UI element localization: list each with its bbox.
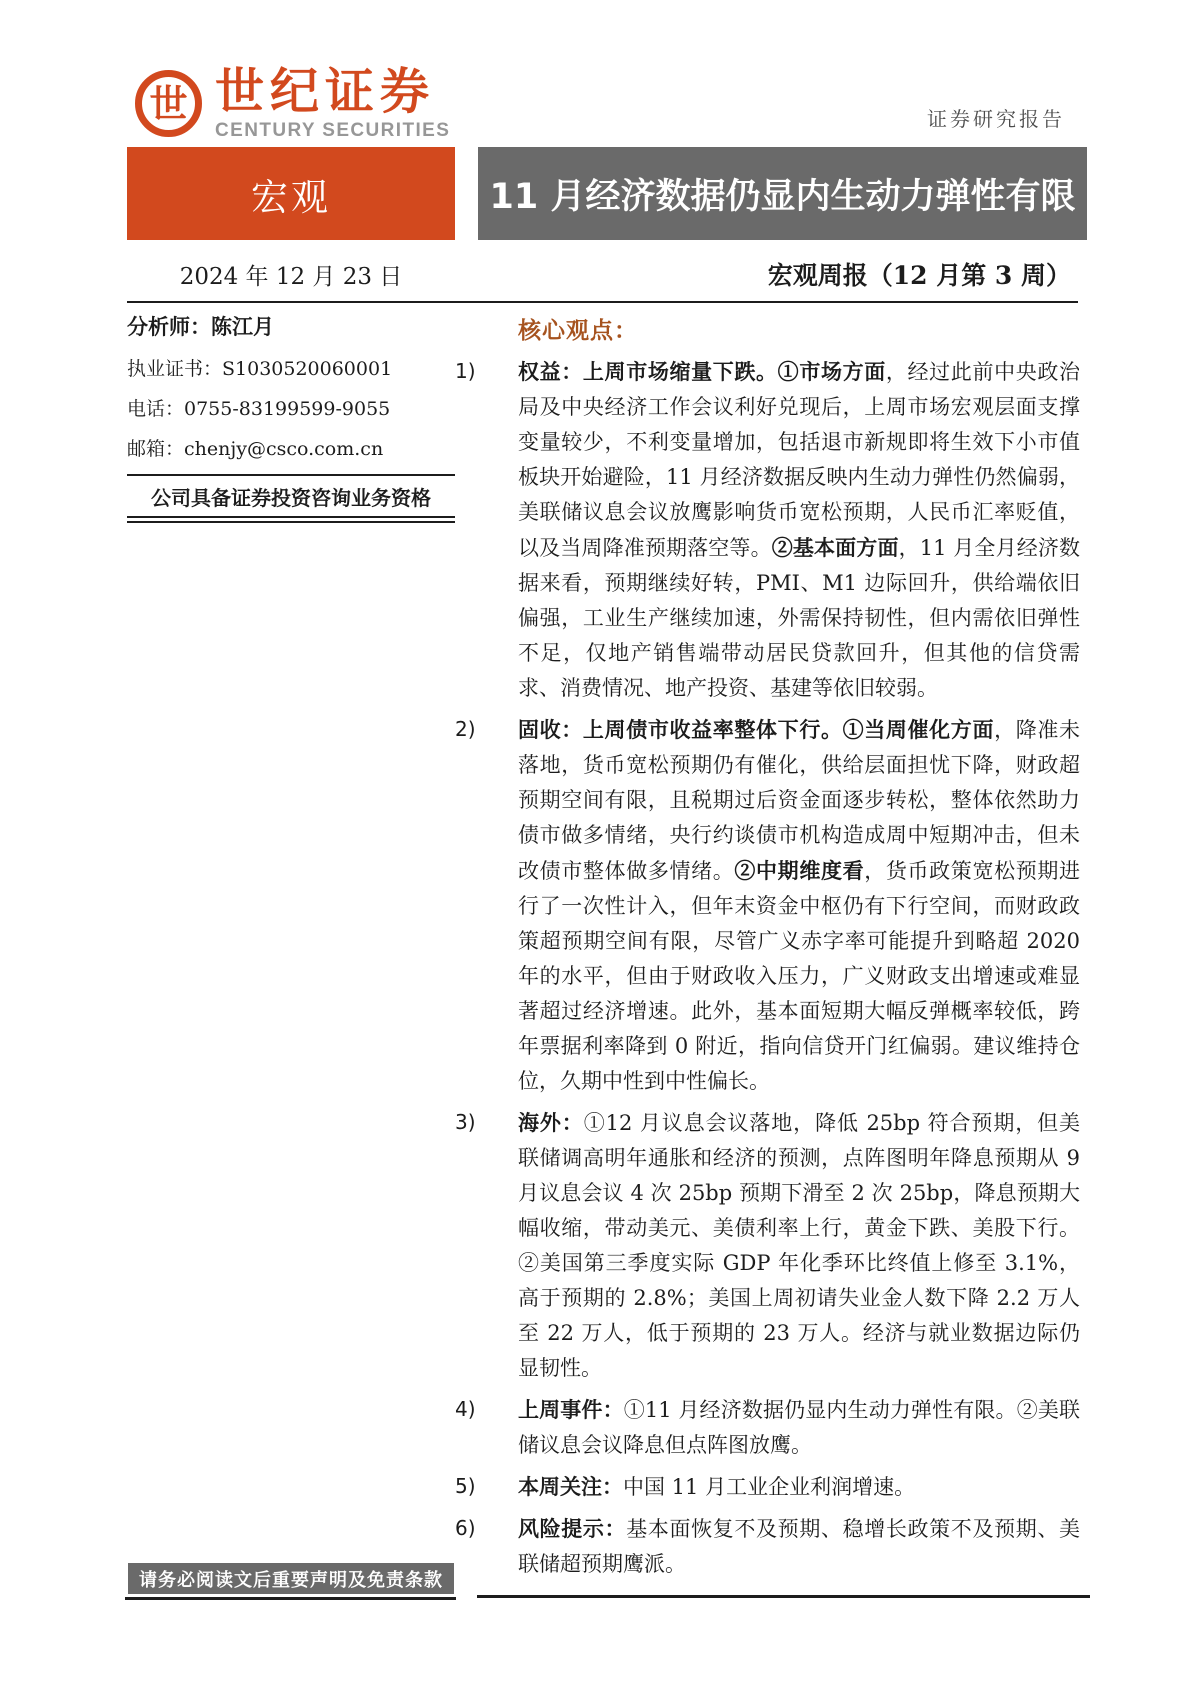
viewpoints-list xyxy=(455,354,1080,1582)
viewpoint-item xyxy=(455,1511,1080,1582)
footer-divider-right xyxy=(477,1595,1090,1598)
analyst-info xyxy=(127,311,455,523)
report-title: 11 月经济数据仍显内生动力弹性有限 xyxy=(478,147,1087,240)
viewpoint-segment: 上周事件： xyxy=(518,1397,624,1422)
viewpoint-number: 5) xyxy=(455,1474,476,1498)
viewpoint-number: 6) xyxy=(455,1516,476,1540)
viewpoint-segment: ①11 月经济数据仍显内生动力弹性有限。②美联储议息会议降息但点阵图放鹰。 xyxy=(518,1398,1080,1457)
viewpoint-item xyxy=(455,354,1080,706)
report-subtitle: 宏观周报（12 月第 3 周） xyxy=(767,261,1071,290)
viewpoint-item xyxy=(455,712,1080,1099)
century-securities-logo-icon xyxy=(135,70,202,137)
viewpoint-number: 1) xyxy=(455,359,476,383)
company-name-cn: 世纪证券 xyxy=(215,63,436,120)
viewpoint-segment: ，11 月全月经济数据来看，预期继续好转，PMI、M1 边际回升，供给端依旧偏强，工业生产继续加速，外需保持韧性，但内需依旧弹性不足，仅地产销售端带动居民贷款回升，但其他的信贷需求、消费情况、地产投资、基建等依旧较弱。 xyxy=(518,536,1081,700)
viewpoint-segment: 基本面恢复不及预期、稳增长政策不及预期、美联储超预期鹰派。 xyxy=(518,1517,1081,1576)
analyst-name: 分析师：陈江月 xyxy=(127,315,274,339)
viewpoint-segment: 海外： xyxy=(518,1110,584,1135)
report-date: 2024 年 12 月 23 日 xyxy=(179,264,403,290)
viewpoint-item xyxy=(455,1469,1080,1505)
viewpoint-segment: 权益：上周市场缩量下跌。①市场方面 xyxy=(518,359,886,384)
viewpoint-text xyxy=(518,1392,1080,1463)
viewpoint-segment: ，货币政策宽松预期进行了一次性计入，但年末资金中枢仍有下行空间，而财政政策超预期空间有限，尽管广义赤字率可能提升到略超 2020 年的水平，但由于财政收入压力，广义财政支出增速或难显著超过经济增速。此外，基本面短期大幅反弹概率较低，跨年票据利率降到 0 附近，指向信贷开门红偏弱。建议维持仓位，久期中性到中性偏长。 xyxy=(518,859,1081,1093)
viewpoint-segment: ②中期维度看 xyxy=(734,858,865,883)
viewpoint-segment: ，降准未落地，货币宽松预期仍有催化，供给层面担忧下降，财政超预期空间有限，且税期过后资金面逐步转松，整体依然助力债市做多情绪，央行约谈债市机构造成周中短期冲击，但未改债市整体做多情绪。 xyxy=(518,718,1080,883)
viewpoint-number: 3) xyxy=(455,1110,476,1134)
viewpoint-text xyxy=(518,1511,1080,1582)
disclaimer-banner: 请务必阅读文后重要声明及免责条款 xyxy=(128,1563,454,1594)
qualification-underline xyxy=(127,521,455,523)
company-name-en: CENTURY SECURITIES xyxy=(215,120,451,141)
viewpoint-text xyxy=(518,354,1080,706)
viewpoint-segment: ，经过此前中央政治局及中央经济工作会议利好兑现后，上周市场宏观层面支撑变量较少，不利变量增加，包括退市新规即将生效下小市值板块开始避险，11 月经济数据反映内生动力弹性仍然偏弱，美联储议息会议放鹰影响货币宽松预期，人民币汇率贬值，以及当周降准预期落空等。 xyxy=(518,360,1081,560)
viewpoint-segment: ②基本面方面 xyxy=(771,535,899,560)
viewpoint-segment: 中国 11 月工业企业利润增速。 xyxy=(623,1475,916,1499)
viewpoint-number: 4) xyxy=(455,1397,476,1421)
logo-text-block xyxy=(215,63,451,142)
category-banner: 宏观 xyxy=(127,147,455,240)
analyst-license: 执业证书：S1030520060001 xyxy=(127,358,393,380)
viewpoint-segment: ①12 月议息会议落地，降低 25bp 符合预期，但美联储调高明年通胀和经济的预测，点阵图明年降息预期从 9 月议息会议 4 次 25bp 预期下滑至 2 次 25bp，降息预期大幅收缩，带动美元、美债利率上行，黄金下跌、美股下行。②美国第三季度实际 GDP 年化季环比终值上修至 3.1%，高于预期的 2.8%；美国上周初请失业金人数下降 2.2 万人至 22 万人，低于预期的 23 万人。经济与就业数据边际仍显韧性。 xyxy=(518,1111,1081,1380)
header-divider xyxy=(127,301,1078,303)
company-logo xyxy=(135,63,451,142)
viewpoint-segment: 本周关注： xyxy=(518,1474,623,1499)
core-viewpoints-section xyxy=(455,312,1080,1588)
footer-divider-left xyxy=(125,1597,456,1600)
viewpoint-segment: 固收：上周债市收益率整体下行。①当周催化方面 xyxy=(518,717,995,742)
company-qualification: 公司具备证券投资咨询业务资格 xyxy=(127,474,455,518)
logo-glyph: 世 xyxy=(149,81,188,126)
viewpoint-item xyxy=(455,1392,1080,1463)
viewpoint-text xyxy=(518,712,1080,1099)
viewpoint-text xyxy=(518,1469,1080,1505)
report-type-label: 证券研究报告 xyxy=(927,107,1065,131)
analyst-phone: 电话：0755-83199599-9055 xyxy=(127,398,391,420)
analyst-email: 邮箱：chenjy@csco.com.cn xyxy=(127,438,384,460)
viewpoint-number: 2) xyxy=(455,717,476,741)
viewpoint-text xyxy=(518,1105,1080,1386)
core-viewpoints-heading: 核心观点： xyxy=(518,317,638,344)
viewpoint-item xyxy=(455,1105,1080,1386)
viewpoint-segment: 风险提示： xyxy=(518,1516,627,1541)
